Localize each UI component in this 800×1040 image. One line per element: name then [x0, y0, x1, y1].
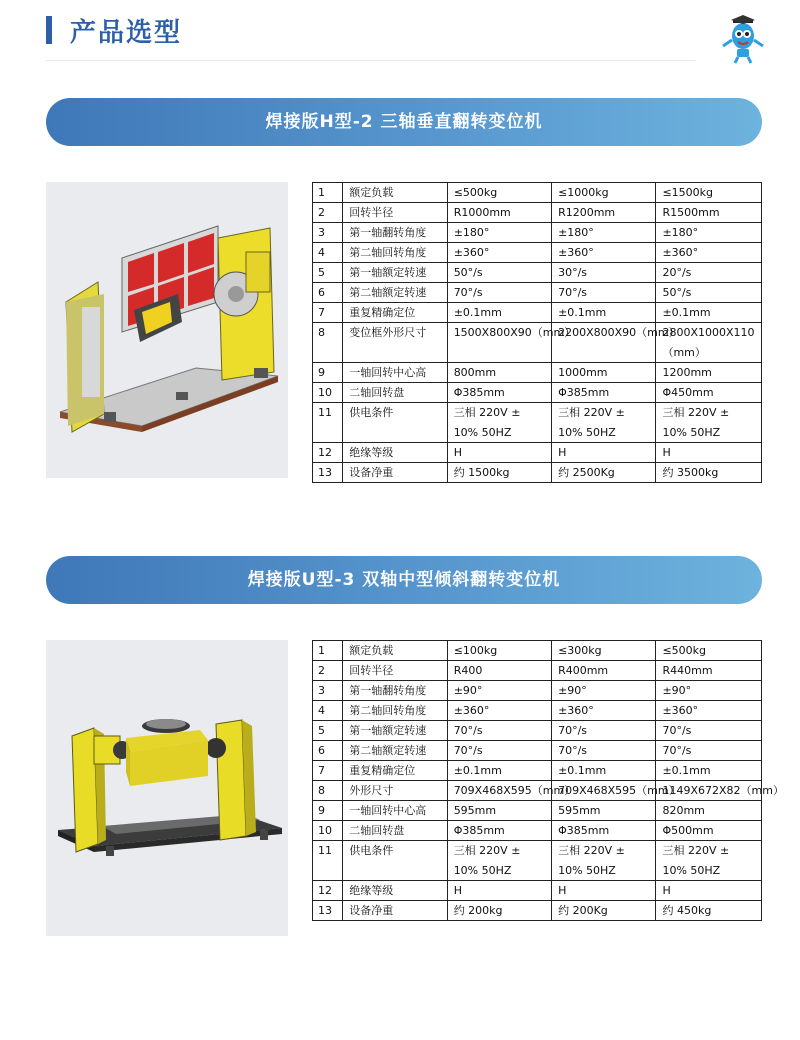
row-number-cell: 9	[313, 801, 343, 821]
spec-value-cell: ≤1500kg	[656, 183, 762, 203]
table-row	[313, 841, 762, 881]
spec-value-cell: 800mm	[447, 363, 551, 383]
spec-value-cell: 70°/s	[656, 721, 762, 741]
table-row	[313, 681, 762, 701]
spec-value-cell: H	[447, 881, 551, 901]
spec-value-cell: H	[447, 443, 551, 463]
spec-value-cell: 约 1500kg	[447, 463, 551, 483]
spec-value-cell: 70°/s	[447, 721, 551, 741]
spec-value-cell: ±0.1mm	[447, 761, 551, 781]
row-number-cell: 10	[313, 821, 343, 841]
page-header	[0, 0, 800, 62]
spec-value-cell: ≤300kg	[552, 641, 656, 661]
row-number-cell: 8	[313, 781, 343, 801]
spec-value-cell: ±360°	[447, 243, 551, 263]
spec-value-cell: Φ385mm	[552, 821, 656, 841]
row-number-cell: 11	[313, 841, 343, 881]
spec-value-cell: 70°/s	[552, 721, 656, 741]
title-accent-bar	[46, 16, 52, 44]
row-number-cell: 2	[313, 203, 343, 223]
row-number-cell: 13	[313, 463, 343, 483]
table-row	[313, 403, 762, 443]
row-number-cell: 7	[313, 303, 343, 323]
row-number-cell: 9	[313, 363, 343, 383]
table-row	[313, 801, 762, 821]
table-row	[313, 701, 762, 721]
section-banner-h-type: 焊接版H型-2 三轴垂直翻转变位机	[46, 98, 762, 146]
param-name-cell: 绝缘等级	[343, 881, 447, 901]
spec-value-cell: 三相 220V ± 10% 50HZ	[447, 403, 551, 443]
spec-value-cell: ≤500kg	[656, 641, 762, 661]
table-row	[313, 243, 762, 263]
spec-value-cell: 595mm	[552, 801, 656, 821]
table-row	[313, 721, 762, 741]
spec-value-cell: ±360°	[552, 243, 656, 263]
header-divider	[46, 60, 696, 61]
row-number-cell: 10	[313, 383, 343, 403]
row-number-cell: 1	[313, 641, 343, 661]
spec-value-cell: 三相 220V ± 10% 50HZ	[552, 841, 656, 881]
param-name-cell: 第二轴回转角度	[343, 701, 447, 721]
param-name-cell: 二轴回转盘	[343, 821, 447, 841]
table-row	[313, 363, 762, 383]
spec-value-cell: R1000mm	[447, 203, 551, 223]
spec-value-cell: R1200mm	[552, 203, 656, 223]
param-name-cell: 一轴回转中心高	[343, 363, 447, 383]
param-name-cell: 回转半径	[343, 661, 447, 681]
param-name-cell: 设备净重	[343, 901, 447, 921]
spec-value-cell: R400	[447, 661, 551, 681]
table-row	[313, 263, 762, 283]
row-number-cell: 12	[313, 443, 343, 463]
table-row	[313, 383, 762, 403]
spec-value-cell: 约 200Kg	[552, 901, 656, 921]
spec-value-cell: ±180°	[656, 223, 762, 243]
row-number-cell: 6	[313, 283, 343, 303]
spec-value-cell: H	[656, 881, 762, 901]
spec-value-cell: 70°/s	[656, 741, 762, 761]
spec-value-cell: 约 200kg	[447, 901, 551, 921]
table-row	[313, 821, 762, 841]
spec-value-cell: ±360°	[447, 701, 551, 721]
spec-value-cell: ±90°	[656, 681, 762, 701]
spec-value-cell: 三相 220V ± 10% 50HZ	[656, 403, 762, 443]
spec-value-cell: 三相 220V ± 10% 50HZ	[552, 403, 656, 443]
row-number-cell: 11	[313, 403, 343, 443]
spec-value-cell: 70°/s	[552, 741, 656, 761]
param-name-cell: 回转半径	[343, 203, 447, 223]
spec-value-cell: R440mm	[656, 661, 762, 681]
spec-value-cell: 70°/s	[447, 741, 551, 761]
table-row	[313, 781, 762, 801]
spec-value-cell: ±0.1mm	[552, 303, 656, 323]
spec-value-cell: ±360°	[656, 243, 762, 263]
param-name-cell: 第一轴翻转角度	[343, 681, 447, 701]
row-number-cell: 5	[313, 721, 343, 741]
spec-value-cell: Φ385mm	[447, 821, 551, 841]
row-number-cell: 13	[313, 901, 343, 921]
param-name-cell: 供电条件	[343, 403, 447, 443]
spec-value-cell: 709X468X595（mm）	[552, 781, 656, 801]
product-image-u-type	[46, 640, 288, 936]
spec-value-cell: H	[552, 881, 656, 901]
spec-value-cell: ±0.1mm	[656, 303, 762, 323]
spec-value-cell: ±180°	[552, 223, 656, 243]
spec-value-cell: 2800X1000X110（mm）	[656, 323, 762, 363]
param-name-cell: 第二轴额定转速	[343, 283, 447, 303]
param-name-cell: 第二轴额定转速	[343, 741, 447, 761]
spec-value-cell: H	[656, 443, 762, 463]
row-number-cell: 4	[313, 243, 343, 263]
table-row	[313, 223, 762, 243]
page-title: 产品选型	[70, 18, 183, 48]
param-name-cell: 额定负载	[343, 641, 447, 661]
param-name-cell: 第一轴额定转速	[343, 721, 447, 741]
row-number-cell: 4	[313, 701, 343, 721]
spec-value-cell: ≤100kg	[447, 641, 551, 661]
row-number-cell: 8	[313, 323, 343, 363]
spec-value-cell: 约 2500Kg	[552, 463, 656, 483]
param-name-cell: 第一轴额定转速	[343, 263, 447, 283]
param-name-cell: 额定负载	[343, 183, 447, 203]
table-row	[313, 641, 762, 661]
spec-value-cell: Φ500mm	[656, 821, 762, 841]
table-row	[313, 661, 762, 681]
spec-value-cell: 1200mm	[656, 363, 762, 383]
spec-value-cell: Φ450mm	[656, 383, 762, 403]
spec-value-cell: ±90°	[552, 681, 656, 701]
spec-value-cell: ±90°	[447, 681, 551, 701]
param-name-cell: 重复精确定位	[343, 761, 447, 781]
spec-value-cell: 约 3500kg	[656, 463, 762, 483]
param-name-cell: 重复精确定位	[343, 303, 447, 323]
spec-value-cell: R1500mm	[656, 203, 762, 223]
table-row	[313, 303, 762, 323]
param-name-cell: 一轴回转中心高	[343, 801, 447, 821]
spec-value-cell: 约 450kg	[656, 901, 762, 921]
row-number-cell: 7	[313, 761, 343, 781]
spec-value-cell: 1149X672X82（mm）	[656, 781, 762, 801]
spec-value-cell: H	[552, 443, 656, 463]
spec-value-cell: 三相 220V ± 10% 50HZ	[447, 841, 551, 881]
row-number-cell: 1	[313, 183, 343, 203]
spec-value-cell: ±360°	[656, 701, 762, 721]
row-number-cell: 5	[313, 263, 343, 283]
spec-value-cell: 709X468X595（mm）	[447, 781, 551, 801]
h-type-positioner-illustration	[46, 182, 288, 478]
spec-value-cell: 20°/s	[656, 263, 762, 283]
spec-value-cell: 1000mm	[552, 363, 656, 383]
spec-value-cell: 三相 220V ± 10% 50HZ	[656, 841, 762, 881]
table-row	[313, 463, 762, 483]
spec-value-cell: ≤500kg	[447, 183, 551, 203]
table-row	[313, 283, 762, 303]
spec-table-h-type	[312, 182, 762, 483]
spec-value-cell: 50°/s	[656, 283, 762, 303]
spec-value-cell: Φ385mm	[552, 383, 656, 403]
spec-value-cell: ±0.1mm	[552, 761, 656, 781]
param-name-cell: 二轴回转盘	[343, 383, 447, 403]
spec-value-cell: R400mm	[552, 661, 656, 681]
spec-value-cell: 30°/s	[552, 263, 656, 283]
spec-value-cell: 1500X800X90（mm）	[447, 323, 551, 363]
param-name-cell: 绝缘等级	[343, 443, 447, 463]
param-name-cell: 第一轴翻转角度	[343, 223, 447, 243]
param-name-cell: 设备净重	[343, 463, 447, 483]
table-row	[313, 741, 762, 761]
spec-value-cell: ±0.1mm	[656, 761, 762, 781]
spec-value-cell: 70°/s	[552, 283, 656, 303]
row-number-cell: 12	[313, 881, 343, 901]
table-row	[313, 443, 762, 463]
spec-value-cell: ±360°	[552, 701, 656, 721]
table-row	[313, 761, 762, 781]
row-number-cell: 3	[313, 223, 343, 243]
spec-table-u-type	[312, 640, 784, 921]
param-name-cell: 变位框外形尺寸	[343, 323, 447, 363]
product-image-h-type	[46, 182, 288, 478]
spec-value-cell: 70°/s	[447, 283, 551, 303]
spec-value-cell: 595mm	[447, 801, 551, 821]
spec-value-cell: ±0.1mm	[447, 303, 551, 323]
table-row	[313, 183, 762, 203]
mascot-logo-icon	[720, 14, 766, 64]
table-row	[313, 203, 762, 223]
spec-value-cell: 820mm	[656, 801, 762, 821]
section-banner-u-type: 焊接版U型-3 双轴中型倾斜翻转变位机	[46, 556, 762, 604]
spec-value-cell: ±180°	[447, 223, 551, 243]
param-name-cell: 外形尺寸	[343, 781, 447, 801]
spec-value-cell: 50°/s	[447, 263, 551, 283]
row-number-cell: 2	[313, 661, 343, 681]
param-name-cell: 第二轴回转角度	[343, 243, 447, 263]
table-row	[313, 323, 762, 363]
row-number-cell: 3	[313, 681, 343, 701]
row-number-cell: 6	[313, 741, 343, 761]
spec-value-cell: ≤1000kg	[552, 183, 656, 203]
table-row	[313, 901, 762, 921]
param-name-cell: 供电条件	[343, 841, 447, 881]
spec-value-cell: Φ385mm	[447, 383, 551, 403]
table-row	[313, 881, 762, 901]
u-type-positioner-illustration	[46, 640, 288, 936]
spec-value-cell: 2200X800X90（mm）	[552, 323, 656, 363]
